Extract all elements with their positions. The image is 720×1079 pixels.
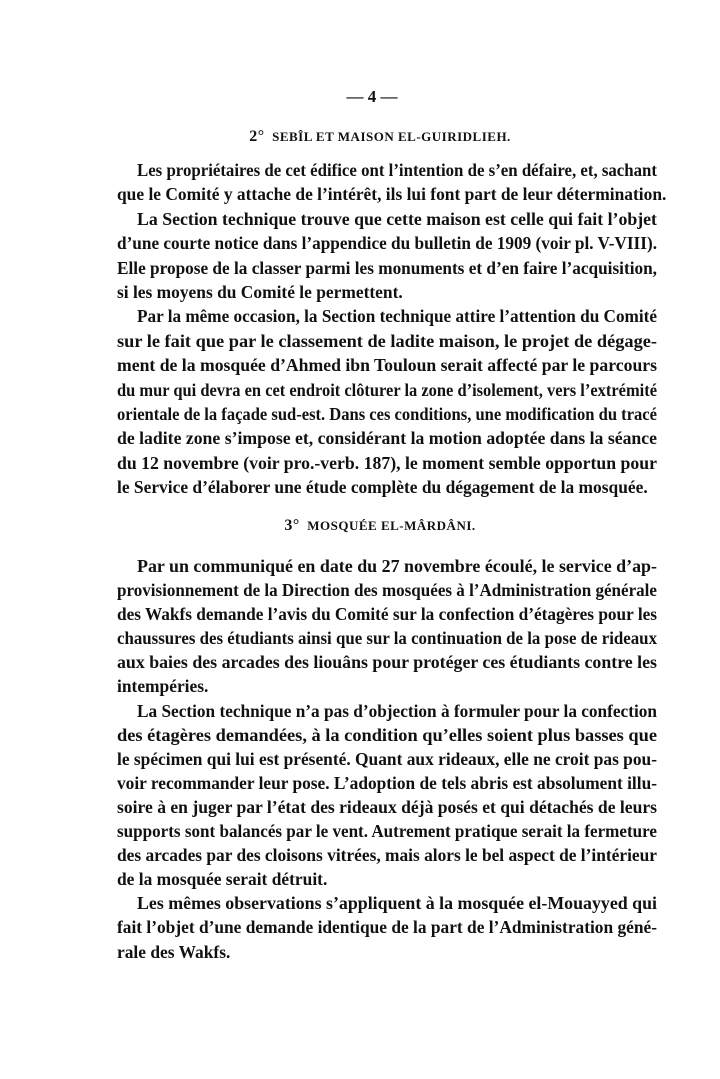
text-line xyxy=(117,867,657,891)
paragraph xyxy=(117,554,657,699)
text-line xyxy=(117,182,667,206)
section-body xyxy=(117,554,657,964)
text-line xyxy=(117,747,657,771)
text-line-content: La Section technique n’a pas d’objection à formuler pour la confection xyxy=(137,700,657,721)
text-line xyxy=(117,207,657,231)
text-line xyxy=(117,795,657,819)
text-line-content: Les mêmes observations s’appliquent à la mosquée el-Mouayyed qui xyxy=(137,893,657,914)
text-line-content: le Service d’élaborer une étude complète du dégagement de la mosquée. xyxy=(117,477,648,498)
section-heading xyxy=(0,517,720,535)
text-line xyxy=(117,602,657,626)
text-line xyxy=(117,819,657,843)
section-body xyxy=(117,158,667,499)
text-line xyxy=(117,280,657,304)
text-line-content: si les moyens du Comité le permettent. xyxy=(117,281,403,302)
text-line-content: le spécimen qui lui est présenté. Quant aux rideaux, elle ne croit pas pou- xyxy=(117,748,657,769)
text-line xyxy=(117,940,657,964)
text-line-content: orientale de la façade sud-est. Dans ces conditions, une modification du tracé xyxy=(117,403,657,424)
text-line-content: aux baies des arcades des liouâns pour protéger ces étudiants contre les xyxy=(117,652,657,673)
text-line-content: supports sont balancés par le vent. Autrement pratique serait la fermeture xyxy=(117,821,657,842)
text-line-content: Par la même occasion, la Section technique attire l’attention du Comité xyxy=(137,306,657,327)
text-line-content: ment de la mosquée d’Ahmed ibn Touloun serait affecté par le parcours xyxy=(117,355,657,376)
text-line xyxy=(117,402,657,426)
text-line-content: des étagères demandées, à la condition qu’elles soient plus basses que xyxy=(117,724,657,745)
paragraph xyxy=(117,699,657,892)
text-line xyxy=(117,304,657,328)
text-line xyxy=(117,843,657,867)
text-line xyxy=(117,578,657,602)
text-line xyxy=(117,650,657,674)
text-line xyxy=(117,475,657,499)
text-line xyxy=(117,451,657,475)
page-number: — 4 — xyxy=(346,87,398,106)
text-line-content: provisionnement de la Direction des mosquées à l’Administration générale xyxy=(117,580,657,601)
text-line-content: soire à en juger par l’état des rideaux déjà posés et qui détachés de leurs xyxy=(117,796,657,817)
text-line-content: rale des Wakfs. xyxy=(117,941,231,962)
text-line-content: chaussures des étudiants ainsi que sur la continuation de la pose de rideaux xyxy=(117,628,657,649)
text-line-content: Les propriétaires de cet édifice ont l’intention de s’en défaire, et, sachant xyxy=(137,160,657,180)
section-title: MOSQUÉE EL-MÂRDÂNI. xyxy=(307,518,476,533)
paragraph xyxy=(117,158,667,207)
text-line-content: voir recommander leur pose. L’adoption de tels abris est absolument illu- xyxy=(117,772,657,793)
text-line-content: intempéries. xyxy=(117,676,209,697)
paragraph xyxy=(117,304,657,499)
text-line-content: de ladite zone s’impose et, considérant la motion adoptée dans la séance xyxy=(117,428,657,449)
text-line-content: des Wakfs demande l’avis du Comité sur la confection d’étagères pour les xyxy=(117,604,657,625)
text-line xyxy=(117,723,657,747)
text-line xyxy=(117,378,657,402)
text-line xyxy=(117,626,657,650)
paragraph xyxy=(117,891,657,963)
text-line xyxy=(117,674,657,698)
text-line xyxy=(117,426,657,450)
text-line-content: de la mosquée serait détruit. xyxy=(117,869,328,890)
text-line-content: du mur qui devra en cet endroit clôturer la zone d’isolement, vers l’extrémité xyxy=(117,379,657,400)
text-line-content: que le Comité y attache de l’intérêt, ils lui font part de leur détermination. xyxy=(117,184,667,205)
text-line xyxy=(117,771,657,795)
text-line xyxy=(117,231,657,255)
text-line-content: sur le fait que par le classement de ladite maison, le projet de dégage- xyxy=(117,330,657,351)
section-title: SEBÎL ET MAISON EL-GUIRIDLIEH. xyxy=(272,129,511,144)
text-line xyxy=(117,329,657,353)
text-line xyxy=(117,353,657,377)
text-line-content: Elle propose de la classer parmi les monuments et d’en faire l’acquisition, xyxy=(117,257,657,278)
section-number: 2° xyxy=(249,128,265,145)
text-line xyxy=(117,699,657,723)
text-line-content: Par un communiqué en date du 27 novembre écoulé, le service d’ap- xyxy=(137,556,657,576)
text-line-content: du 12 novembre (voir pro.-verb. 187), le moment semble opportun pour xyxy=(117,452,657,473)
section-heading xyxy=(0,128,720,146)
text-line xyxy=(117,915,657,939)
paragraph xyxy=(117,207,657,305)
section-number: 3° xyxy=(284,517,300,534)
text-line xyxy=(117,554,657,578)
text-line-content: des arcades par des cloisons vitrées, mais alors le bel aspect de l’intérieur xyxy=(117,845,657,866)
text-line-content: fait l’objet d’une demande identique de la part de l’Administration géné- xyxy=(117,917,657,938)
text-line xyxy=(117,158,657,182)
text-line xyxy=(117,891,657,915)
text-line-content: d’une courte notice dans l’appendice du bulletin de 1909 (voir pl. V-VIII). xyxy=(117,233,657,254)
text-line-content: La Section technique trouve que cette maison est celle qui fait l’objet xyxy=(137,208,657,229)
text-line xyxy=(117,256,657,280)
